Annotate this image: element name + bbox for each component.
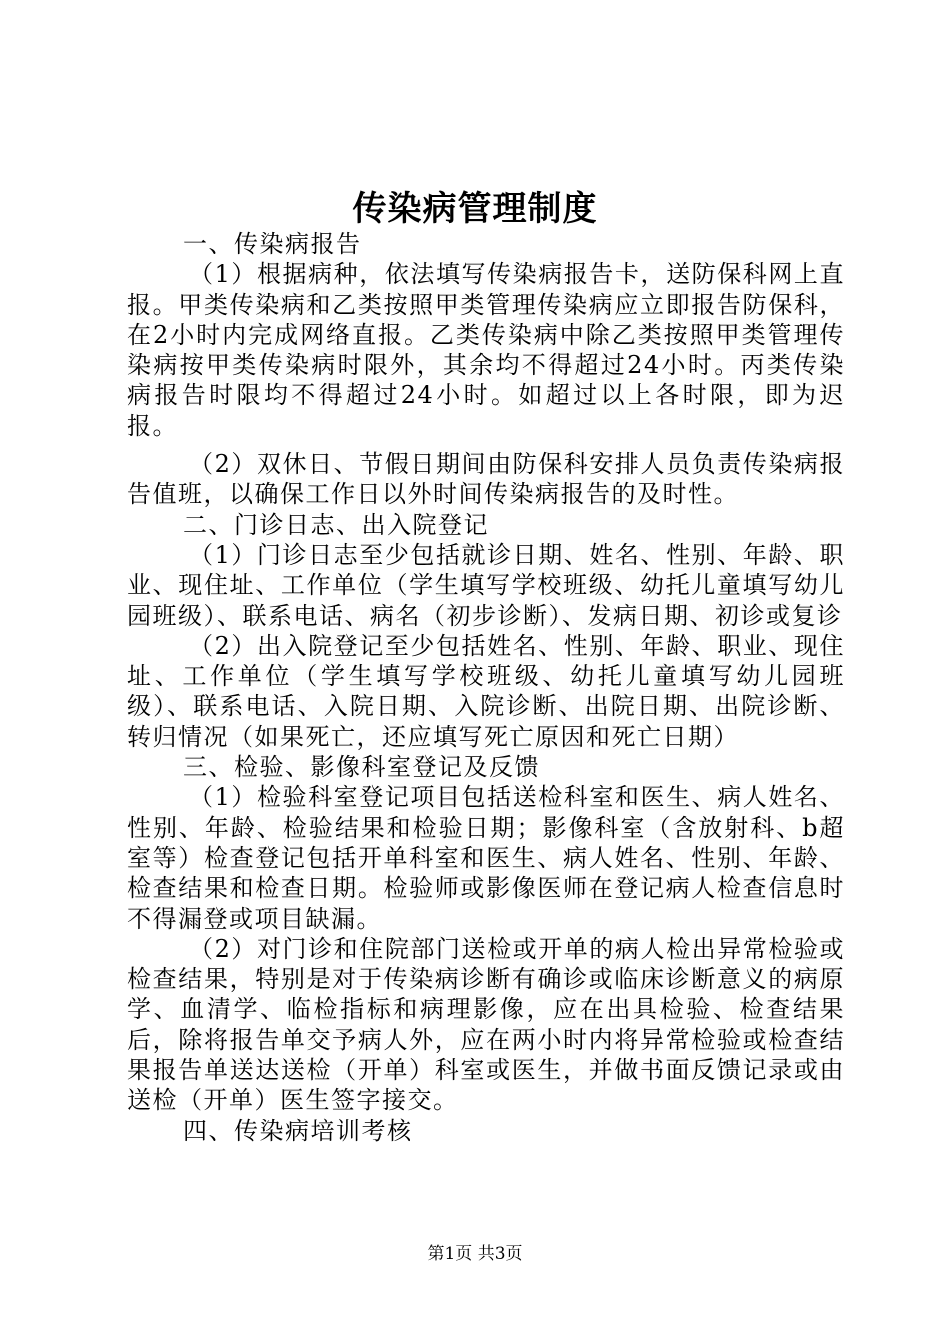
document-body bbox=[127, 229, 845, 1146]
section-heading-report: 一、传染病报告 bbox=[183, 230, 362, 258]
document-title: 传染病管理制度 bbox=[352, 189, 598, 229]
paragraph-report-2: （2）双休日、节假日期间由防保科安排人员负责传染病报告值班，以确保工作日以外时间传染病报告的及时性。 bbox=[127, 450, 845, 509]
paragraph-report-1: （1）根据病种，依法填写传染病报告卡，送防保科网上直报。甲类传染病和乙类按照甲类管理传染病应立即报告防保科，在2小时内完成网络直报。乙类传染病中除乙类按照甲类管理传染病按甲类传染病时限外，其余均不得超过24小时。丙类传染病报告时限均不得超过24小时。如超过以上各时限，即为迟报。 bbox=[127, 260, 845, 440]
paragraph-registration-2: （2）出入院登记至少包括姓名、性别、年龄、职业、现住址、工作单位（学生填写学校班级、幼托儿童填写幼儿园班级）、联系电话、入院日期、入院诊断、出院日期、出院诊断、转归情况（如果死亡，还应填写死亡原因和死亡日期） bbox=[127, 631, 845, 751]
paragraph-registration-1: （1）门诊日志至少包括就诊日期、姓名、性别、年龄、职业、现住址、工作单位（学生填写学校班级、幼托儿童填写幼儿园班级）、联系电话、病名（初步诊断）、发病日期、初诊或复诊 bbox=[127, 540, 845, 630]
paragraph-lab-imaging-1: （1）检验科室登记项目包括送检科室和医生、病人姓名、性别、年龄、检验结果和检验日期；影像科室（含放射科、b超室等）检查登记包括开单科室和医生、病人姓名、性别、年龄、检查结果和检查日期。检验师或影像医师在登记病人检查信息时不得漏登或项目缺漏。 bbox=[127, 783, 845, 933]
section-heading-registration: 二、门诊日志、出入院登记 bbox=[183, 510, 489, 539]
section-heading-lab-imaging: 三、检验、影像科室登记及反馈 bbox=[183, 753, 540, 782]
page-footer: 第1页 共3页 bbox=[427, 1244, 523, 1264]
section-heading-training: 四、传染病培训考核 bbox=[183, 1116, 413, 1145]
paragraph-lab-imaging-2: （2）对门诊和住院部门送检或开单的病人检出异常检验或检查结果，特别是对于传染病诊断有确诊或临床诊断意义的病原学、血清学、临检指标和病理影像，应在出具检验、检查结果后，除将报告单交予病人外，应在两小时内将异常检验或检查结果报告单送达送检（开单）科室或医生，并做书面反馈记录或由送检（开单）医生签字接交。 bbox=[127, 934, 845, 1115]
